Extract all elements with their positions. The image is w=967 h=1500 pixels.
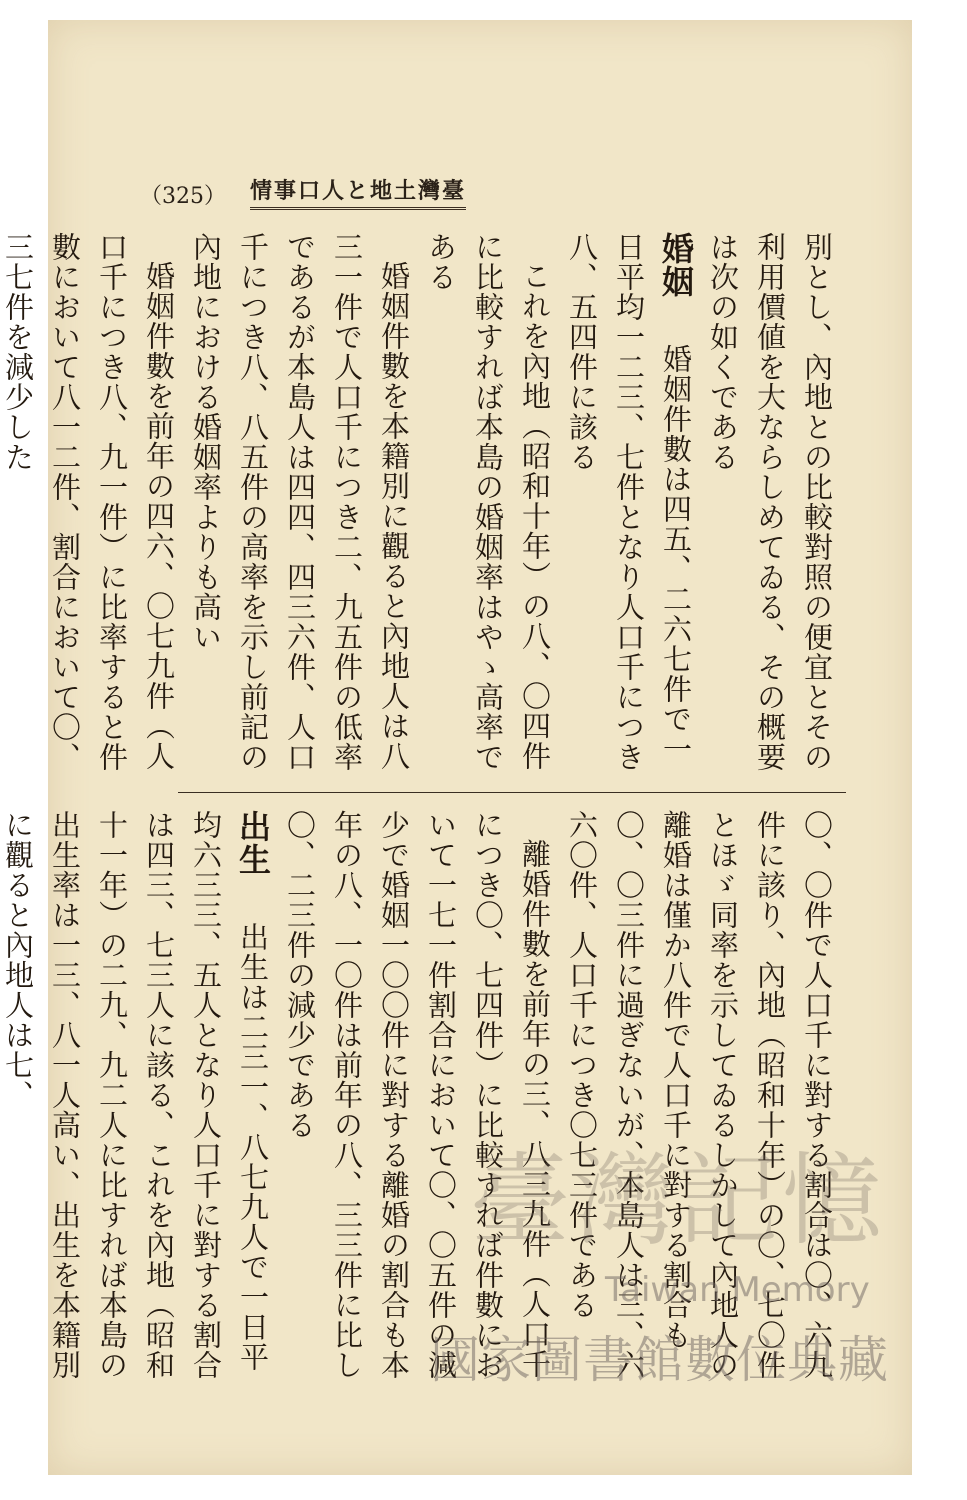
section-divider [178,792,846,793]
paragraph: 出生 出生は二三一、八七九人で一日平均六三三、五人となり人口千に對する割合は四三、七三人に該る、これを內地（昭和十一年）の二九、九二人に比すれば本島の出生率は一三、八一人高い、出生を本籍別に觀ると內地人は七、 [1,810,272,1380]
paragraph: 婚姻件數を本籍別に觀ると內地人は八三一件で人口千につき二、九五件の低率であるが本島人は四四、四三六件、人口千につき八、八五件の高率を示し前記の內地における婚姻率よりも高い [189,232,411,772]
paragraph: 婚姻件數を前年の四六、〇七九件（人口千につき八、九一件）に比率すると件數において八一二件、割合において〇、三七件を減少した [1,232,176,772]
section-heading-birth: 出生 [234,810,272,876]
paragraph: 婚姻 婚姻件數は四五、二六七件で一日平均一二三、七件となり人口千につき八、五四件に該る [565,232,695,772]
running-title: 情事口人と地土灣臺 [250,174,466,210]
paragraph: 別とし、內地との比較對照の便宜とその利用價値を大ならしめてゐる、その概要は次の如くである [706,232,834,772]
library-watermark [430,1120,900,1389]
page-header [140,158,520,210]
page-number: （325） [140,184,226,209]
section-heading-marriage: 婚姻 [657,232,695,298]
paragraph: 離婚件數を前年の三、八三九件（人口千につき〇、七四件）に比較すれば件數において一七一件割合において〇、〇五件の減少で婚姻一〇〇件に對する離婚の割合も本年の八、一〇件は前年の八、三三件に比し〇、二三件の減少である [283,810,552,1380]
watermark-english: Taiwan Memory [605,1270,870,1310]
watermark-institution: 國家圖書館數位典藏 [430,1331,889,1389]
paragraph: これを內地（昭和十年）の八、〇四件に比較すれば本島の婚姻率はやゝ高率である [424,232,552,772]
paragraph: 〇、〇件で人口千に對する割合は〇、六九件に該り、內地（昭和十年）の〇、七〇件とほゞ同率を示してゐるしかして內地人の離婚は僅か八件で人口千に對する割合も〇、〇三件に過ぎないが、本島人は三、六六〇件、人口千につき〇七三件である [565,810,834,1380]
watermark-logo: 臺灣記憶 [470,1142,886,1259]
upper-text-block [1,232,840,782]
